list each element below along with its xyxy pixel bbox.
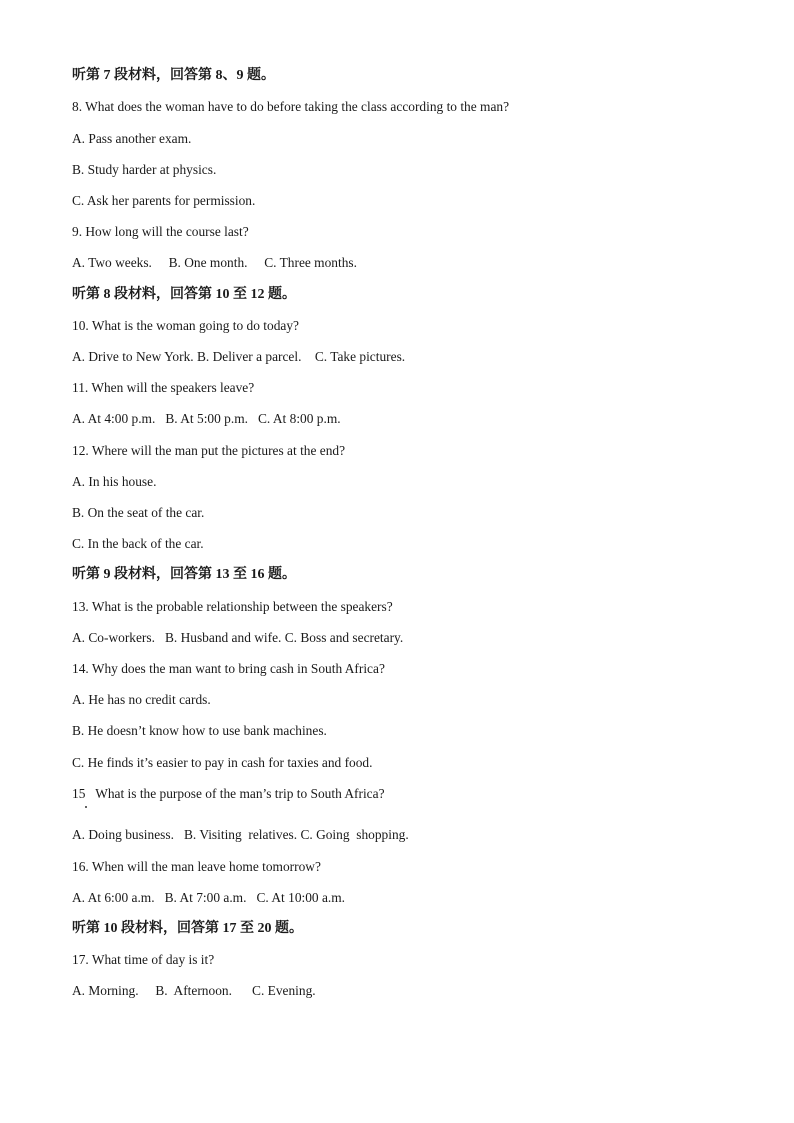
question-11: 11. When will the speakers leave? xyxy=(72,380,255,395)
option-12a: A. In his house. xyxy=(72,474,157,489)
question-15: 15 What is the purpose of the man’s trip to South Africa? xyxy=(72,786,385,801)
option-12c: C. In the back of the car. xyxy=(72,536,204,551)
stray-dot-mark xyxy=(85,806,87,808)
section-heading-7: 听第 7 段材料，回答第 8、9 题。 xyxy=(72,68,275,83)
option-14b: B. He doesn’t know how to use bank machines. xyxy=(72,723,327,738)
section-heading-10: 听第 10 段材料，回答第 17 至 20 题。 xyxy=(72,921,303,936)
question-14: 14. Why does the man want to bring cash in South Africa? xyxy=(72,661,385,676)
option-8a: A. Pass another exam. xyxy=(72,131,192,146)
question-13: 13. What is the probable relationship between the speakers? xyxy=(72,599,393,614)
option-12b: B. On the seat of the car. xyxy=(72,505,205,520)
option-8c: C. Ask her parents for permission. xyxy=(72,193,256,208)
question-17: 17. What time of day is it? xyxy=(72,952,215,967)
options-17: A. Morning. B. Afternoon. C. Evening. xyxy=(72,983,316,998)
question-8: 8. What does the woman have to do before taking the class according to the man? xyxy=(72,99,510,114)
options-16: A. At 6:00 a.m. B. At 7:00 a.m. C. At 10:00 a.m. xyxy=(72,890,346,905)
options-9: A. Two weeks. B. One month. C. Three months. xyxy=(72,255,357,270)
question-9: 9. How long will the course last? xyxy=(72,224,249,239)
options-10: A. Drive to New York. B. Deliver a parcel. C. Take pictures. xyxy=(72,349,406,364)
option-8b: B. Study harder at physics. xyxy=(72,162,217,177)
option-14c: C. He finds it’s easier to pay in cash for taxies and food. xyxy=(72,755,373,770)
question-16: 16. When will the man leave home tomorrow? xyxy=(72,859,321,874)
options-11: A. At 4:00 p.m. B. At 5:00 p.m. C. At 8:00 p.m. xyxy=(72,411,341,426)
section-heading-9: 听第 9 段材料，回答第 13 至 16 题。 xyxy=(72,567,296,582)
question-12: 12. Where will the man put the pictures at the end? xyxy=(72,443,346,458)
section-heading-8: 听第 8 段材料，回答第 10 至 12 题。 xyxy=(72,287,296,302)
options-15: A. Doing business. B. Visiting relatives. C. Going shopping. xyxy=(72,827,409,842)
option-14a: A. He has no credit cards. xyxy=(72,692,211,707)
question-10: 10. What is the woman going to do today? xyxy=(72,318,299,333)
options-13: A. Co-workers. B. Husband and wife. C. Boss and secretary. xyxy=(72,630,404,645)
